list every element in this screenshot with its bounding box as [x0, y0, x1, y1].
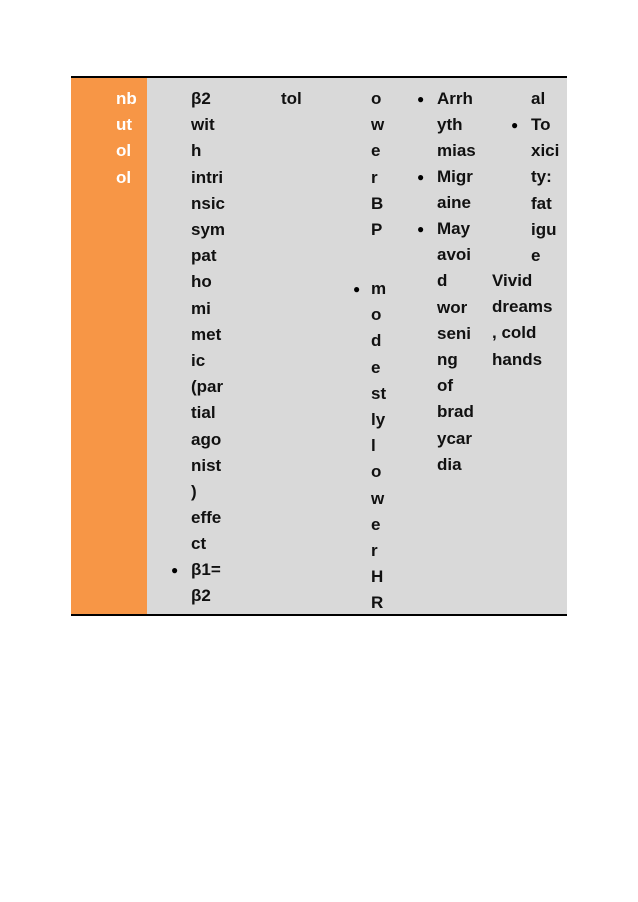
mechanism-bullet-text	[191, 557, 221, 609]
cell-line: ut	[116, 115, 133, 135]
cell-line: wor	[437, 297, 468, 317]
cell-line: β1=	[191, 560, 221, 579]
cell-line: ly	[371, 410, 386, 430]
cell-line: Migr	[437, 167, 473, 186]
cell-line: ng	[437, 350, 458, 370]
cell-line: dia	[437, 454, 462, 474]
cell-line: o	[371, 305, 382, 325]
cell-line: ty:	[531, 167, 552, 187]
cell-line: wit	[191, 115, 215, 135]
cell-line: (par	[191, 377, 224, 397]
side-effect-other	[492, 268, 552, 373]
cell-line: May	[437, 219, 471, 238]
cell-line: w	[371, 115, 385, 135]
drug-suffix-text	[281, 86, 302, 112]
cell-line: P	[371, 220, 383, 240]
cell-line: ycar	[437, 428, 472, 448]
cell-line: w	[371, 488, 385, 508]
indication-bradycardia	[437, 216, 474, 478]
cell-line: ol	[116, 167, 132, 187]
mechanism-text	[191, 86, 225, 558]
indication-arrhythmias	[437, 86, 476, 165]
cell-line: fat	[531, 193, 552, 213]
cell-line: tial	[191, 403, 216, 423]
cell-line: To	[531, 115, 551, 134]
cell-line: nb	[116, 89, 137, 108]
cell-line: )	[191, 482, 197, 502]
cell-line: r	[371, 541, 378, 561]
bullet-icon: ●	[353, 282, 361, 296]
effect-text	[371, 86, 384, 243]
cell-line: r	[371, 167, 378, 187]
cell-line: ol	[116, 141, 132, 161]
cell-line: seni	[437, 323, 472, 343]
cell-line: yth	[437, 115, 463, 135]
effect-bullet-text	[371, 276, 386, 617]
cell-line: β2	[191, 89, 211, 108]
cell-line: hands	[492, 349, 543, 369]
cell-line: intri	[191, 167, 224, 187]
cell-line: ago	[191, 429, 222, 449]
cell-line: mias	[437, 141, 476, 161]
cell-line: e	[531, 246, 541, 266]
cell-line: avoi	[437, 245, 472, 265]
cell-line: ct	[191, 534, 207, 554]
cell-line: ic	[191, 351, 206, 371]
cell-line: nist	[191, 455, 222, 475]
cell-line: of	[437, 376, 454, 396]
drug-table	[71, 76, 567, 616]
cell-line: st	[371, 383, 387, 403]
cell-line: tol	[281, 89, 302, 108]
cell-line: e	[371, 514, 381, 534]
cell-line: e	[371, 141, 381, 161]
cell-line: R	[371, 593, 384, 613]
cell-line: o	[371, 89, 382, 108]
cell-line: mi	[191, 298, 211, 318]
cell-line: d	[371, 331, 382, 351]
bullet-icon: ●	[511, 118, 519, 132]
cell-line: o	[371, 462, 382, 482]
side-effect-toxicity	[531, 112, 559, 269]
cell-line: Arrh	[437, 89, 473, 108]
cell-line: effe	[191, 508, 222, 528]
cell-line: ho	[191, 272, 212, 292]
bullet-icon: ●	[417, 92, 425, 106]
cell-line: m	[371, 279, 387, 298]
bullet-icon: ●	[417, 170, 425, 184]
cell-line: aine	[437, 193, 472, 213]
cell-line: Vivid	[492, 271, 533, 290]
cell-line: l	[371, 436, 376, 456]
side-effect-al	[531, 86, 545, 112]
cell-line: met	[191, 324, 222, 344]
cell-line: dreams	[492, 297, 553, 317]
cell-line: al	[531, 89, 546, 108]
cell-line: brad	[437, 402, 474, 422]
bullet-icon: ●	[417, 222, 425, 236]
cell-line: sym	[191, 220, 226, 240]
cell-line: β2	[191, 586, 211, 606]
cell-line: pat	[191, 246, 217, 266]
cell-line: xici	[531, 141, 560, 161]
indication-migraine	[437, 164, 473, 216]
cell-line: B	[371, 193, 384, 213]
drug-name-text	[116, 86, 137, 191]
cell-line: , cold	[492, 323, 537, 343]
bullet-icon: ●	[171, 563, 179, 577]
cell-line: d	[437, 271, 448, 291]
cell-line: e	[371, 357, 381, 377]
cell-line: H	[371, 567, 384, 587]
cell-line: h	[191, 141, 202, 161]
cell-line: nsic	[191, 193, 226, 213]
cell-line: igu	[531, 219, 557, 239]
